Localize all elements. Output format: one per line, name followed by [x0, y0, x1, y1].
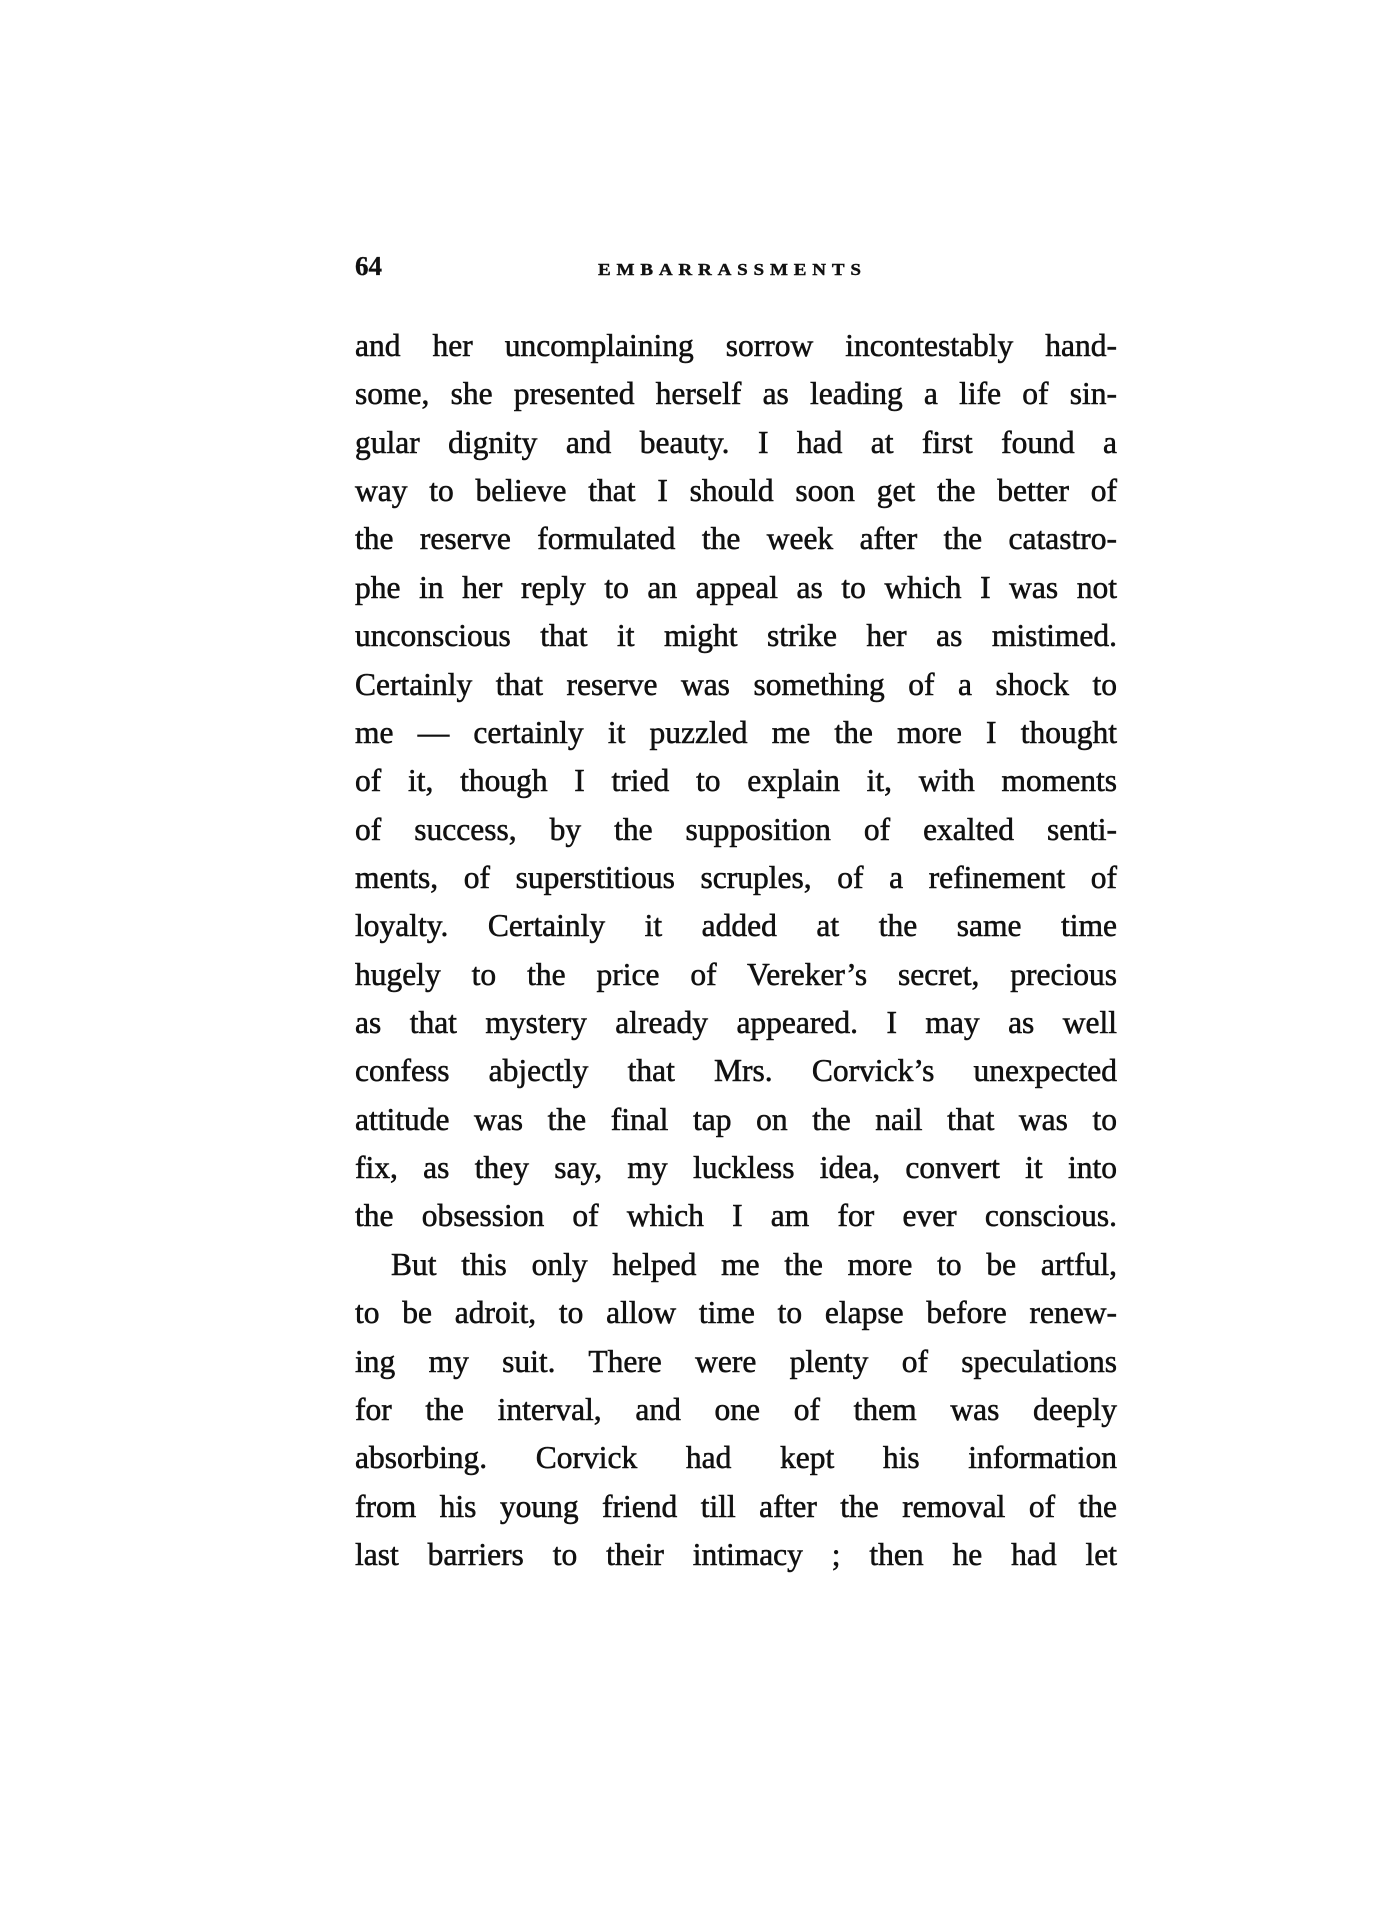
text-line: as that mystery already appeared. I may as well — [355, 1005, 1117, 1041]
text-line: attitude was the final tap on the nail that was to — [355, 1101, 1117, 1137]
text-line: of it, though I tried to explain it, with moments — [355, 763, 1117, 799]
page-number: 64 — [355, 251, 382, 281]
paragraph-2 — [355, 1241, 1117, 1580]
text-line: from his young friend till after the removal of the — [355, 1488, 1117, 1524]
text-line: fix, as they say, my luckless idea, convert it into — [355, 1150, 1117, 1186]
text-line: for the interval, and one of them was deeply — [355, 1391, 1117, 1427]
text-line: the obsession of which I am for ever conscious. — [355, 1198, 1117, 1234]
text-line-indented: But this only helped me the more to be artful, — [391, 1246, 1117, 1282]
text-line: loyalty. Certainly it added at the same time — [355, 908, 1117, 944]
running-title: EMBARRASSMENTS — [598, 260, 867, 279]
text-line: to be adroit, to allow time to elapse before renew- — [355, 1295, 1117, 1331]
text-line: absorbing. Corvick had kept his information — [355, 1440, 1117, 1476]
text-line: unconscious that it might strike her as mistimed. — [355, 618, 1117, 654]
text-line: hugely to the price of Vereker’s secret, precious — [355, 956, 1117, 992]
running-head — [0, 0, 1373, 300]
text-line: confess abjectly that Mrs. Corvick’s unexpected — [355, 1053, 1117, 1089]
paragraph-1 — [355, 322, 1117, 1241]
text-line: me — certainly it puzzled me the more I thought — [355, 714, 1117, 750]
text-line: phe in her reply to an appeal as to which I was not — [355, 569, 1117, 605]
text-line: some, she presented herself as leading a life of sin- — [355, 376, 1117, 412]
text-line: and her uncomplaining sorrow incontestably hand- — [355, 328, 1117, 363]
text-line: way to believe that I should soon get the better of — [355, 473, 1117, 509]
text-line: of success, by the supposition of exalted senti- — [355, 811, 1117, 847]
text-line: ments, of superstitious scruples, of a refinement of — [355, 859, 1117, 895]
text-line: the reserve formulated the week after the catastro- — [355, 521, 1117, 557]
text-line: gular dignity and beauty. I had at first found a — [355, 424, 1117, 460]
body-text — [355, 322, 1117, 1579]
text-line: last barriers to their intimacy ; then he had let — [355, 1536, 1117, 1572]
text-line: Certainly that reserve was something of a shock to — [355, 666, 1117, 702]
text-line: ing my suit. There were plenty of speculations — [355, 1343, 1117, 1379]
